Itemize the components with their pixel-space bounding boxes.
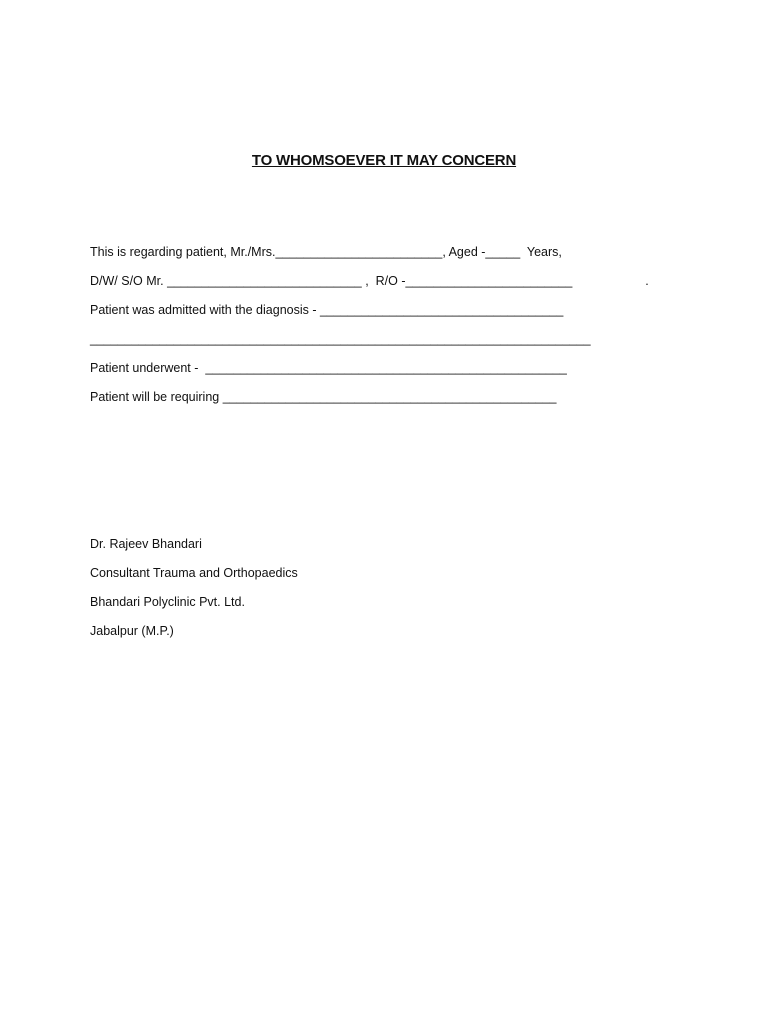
diagnosis-line: Patient was admitted with the diagnosis - ___________________________________ — [90, 303, 564, 317]
clinic-location: Jabalpur (M.P.) — [90, 624, 174, 638]
signature-block — [90, 534, 590, 650]
procedure-line: Patient underwent - ____________________________________________________ — [90, 361, 567, 375]
doctor-designation: Consultant Trauma and Orthopaedics — [90, 566, 298, 580]
document-title: TO WHOMSOEVER IT MAY CONCERN — [251, 152, 517, 169]
guardian-residence-line: D/W/ S/O Mr. ____________________________ , R/O -________________________ . — [90, 274, 649, 288]
clinic-name: Bhandari Polyclinic Pvt. Ltd. — [90, 595, 245, 609]
patient-details-line: This is regarding patient, Mr./Mrs.________________________, Aged -_____ Years, — [90, 245, 562, 259]
diagnosis-continuation-line: ________________________________________________________________________ — [90, 332, 591, 346]
doctor-name: Dr. Rajeev Bhandari — [90, 537, 202, 551]
requirement-line: Patient will be requiring ________________________________________________ — [90, 390, 557, 404]
letter-body — [90, 242, 690, 416]
